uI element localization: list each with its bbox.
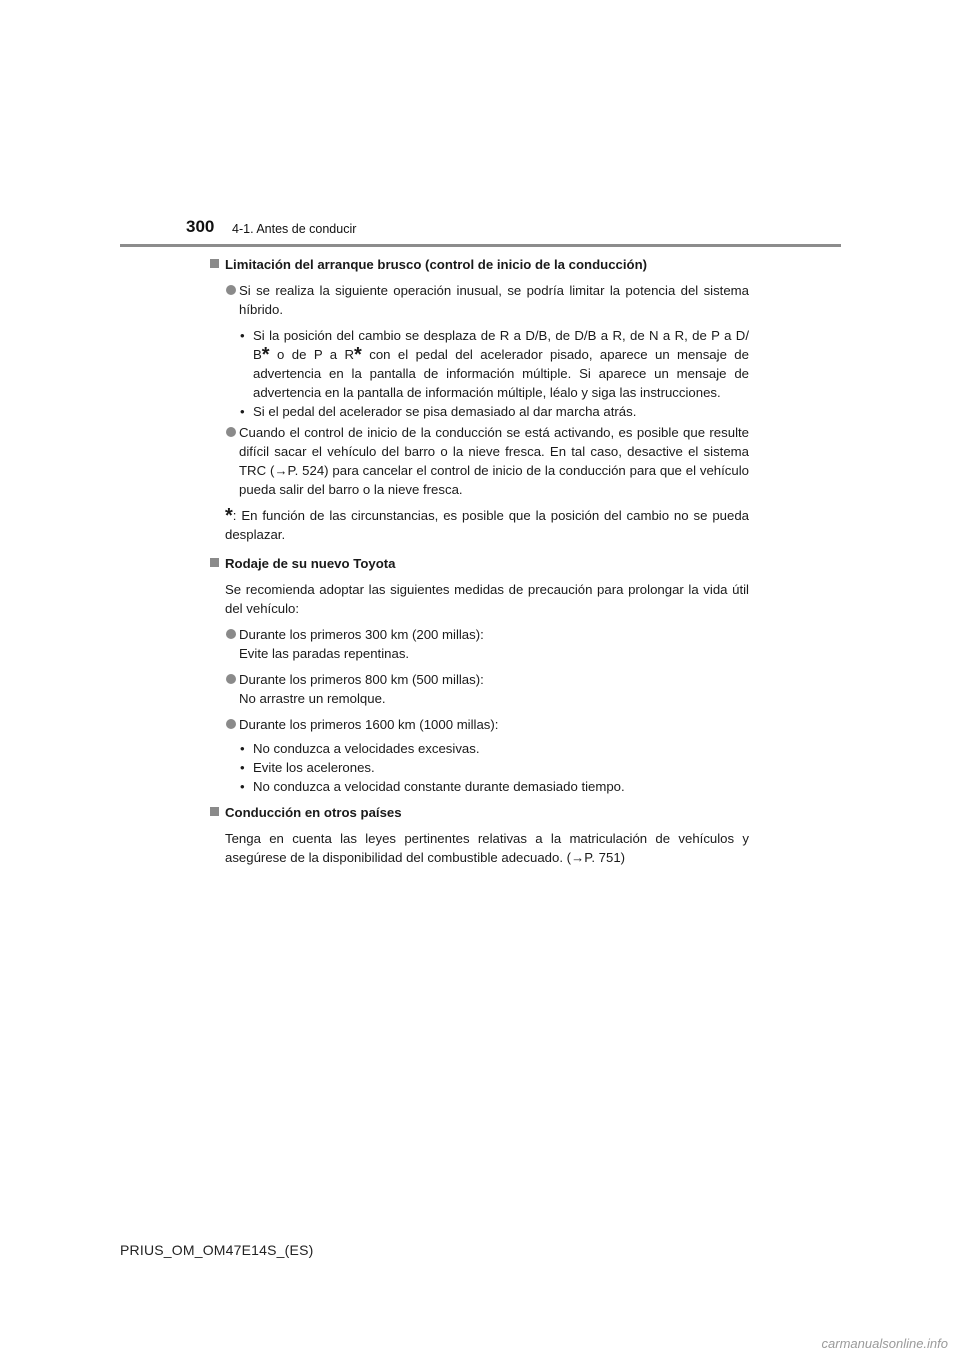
footnote-text: : En función de las circunstancias, es posible que la posición del cambio no se pueda desplazar. (225, 508, 749, 542)
item-line: Durante los primeros 1600 km (1000 millas): (239, 717, 499, 732)
header-divider (120, 244, 841, 247)
sub-bullet-list (209, 739, 749, 796)
paragraph: Tenga en cuenta las leyes pertinentes relativas a la matriculación de vehículos y asegúrese de la disponibilidad del combustible adecuado. (→P. 751) (225, 831, 749, 865)
circle-bullet-icon (226, 285, 236, 295)
bullet-text: Evite los acelerones. (253, 760, 375, 775)
footnote-marker: * (225, 505, 233, 527)
heading-text: Rodaje de su nuevo Toyota (225, 556, 396, 571)
paragraph: Se recomienda adoptar las siguientes medidas de precaución para prolongar la vida útil del vehículo: (225, 582, 749, 616)
sub-bullet-item: • No conduzca a velocidad constante durante demasiado tiempo. (240, 779, 625, 794)
sub-bullet-item: • Si la posición del cambio se desplaza de R a D/B, de D/B a R, de N a R, de P a D/ B* o de P a R* con el pedal del acelerador pisado, aparece un mensaje de advertencia en la pantalla de información múltiple. Si aparece un mensaje de advertencia en la pantalla de información múltiple, léalo y siga las instrucciones. (240, 328, 749, 400)
footnote (209, 506, 749, 544)
square-bullet-icon (210, 558, 219, 567)
square-bullet-icon (210, 259, 219, 268)
item-line: Durante los primeros 300 km (200 millas): (239, 627, 484, 642)
circle-bullet-icon (226, 427, 236, 437)
sub-bullet-item: • No conduzca a velocidades excesivas. (240, 741, 480, 756)
sub-bullet-item: • Si el pedal del acelerador se pisa demasiado al dar marcha atrás. (240, 404, 637, 419)
circle-bullet-icon (226, 674, 236, 684)
circle-bullet-icon (226, 629, 236, 639)
footnote-marker: * (354, 344, 362, 366)
heading-text: Conducción en otros países (225, 805, 402, 820)
bullet-text: No conduzca a velocidades excesivas. (253, 741, 480, 756)
heading-text: Limitación del arranque brusco (control de inicio de la conducción) (225, 257, 648, 272)
page-content (209, 255, 749, 874)
sub-bullet-list (209, 326, 749, 421)
circle-bullet-icon (226, 719, 236, 729)
list-item (209, 423, 749, 499)
bullet-text: Si el pedal del acelerador se pisa demasiado al dar marcha atrás. (253, 404, 637, 419)
list-item (209, 715, 749, 734)
document-code: PRIUS_OM_OM47E14S_(ES) (120, 1242, 314, 1258)
item-line: Evite las paradas repentinas. (239, 646, 410, 661)
item-text: Si se realiza la siguiente operación inusual, se podría limitar la potencia del sistema híbrido. (239, 283, 749, 317)
bullet-text-part: Si la posición del cambio se desplaza de R a D/B, de D/B a R, de N a R, de P a D/ B (253, 328, 749, 362)
list-item (209, 281, 749, 319)
section-heading-rodaje (209, 554, 749, 573)
bullet-text-part: con el pedal del acelerador pisado, aparece un mensaje de advertencia en la pantalla de información múltiple. Si aparece un mensaje de advertencia en la pantalla de información múltiple, léalo y siga las instrucciones. (253, 347, 749, 400)
section-heading-conduccion (209, 803, 749, 822)
page-number: 300 (186, 217, 215, 236)
footnote-marker: * (261, 344, 270, 366)
sub-bullet-item: • Evite los acelerones. (240, 760, 375, 775)
list-item (209, 670, 749, 708)
bullet-text-part: o de P a R (269, 347, 355, 362)
item-text: Cuando el control de inicio de la conducción se está activando, es posible que resulte difícil sacar el vehículo del barro o la nieve fresca. En tal caso, desactive el sistema TRC (→P. 524) para cancelar el control de inicio de la conducción para que el vehículo pueda salir del barro o la nieve fresca. (239, 425, 749, 497)
watermark: carmanualsonline.info (821, 1336, 948, 1351)
square-bullet-icon (210, 807, 219, 816)
section-heading-limitacion (209, 255, 749, 274)
list-item (209, 625, 749, 663)
item-line: Durante los primeros 800 km (500 millas): (239, 672, 484, 687)
item-line: No arrastre un remolque. (239, 691, 386, 706)
section-title: 4-1. Antes de conducir (232, 222, 357, 236)
bullet-text: No conduzca a velocidad constante durante demasiado tiempo. (253, 779, 625, 794)
